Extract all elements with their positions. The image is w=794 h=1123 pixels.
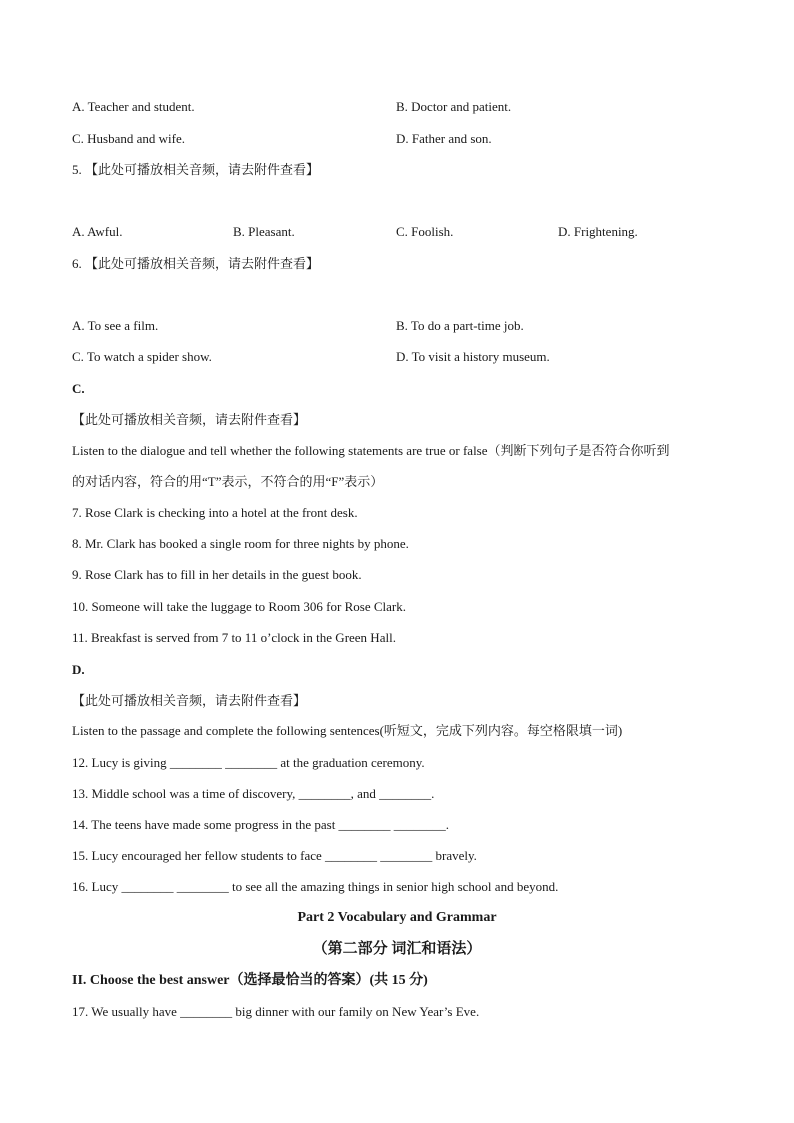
section-c-instruction-line2: 的对话内容，符合的用“T”表示，不符合的用“F”表示） <box>72 474 384 489</box>
q5-option-d: D. Frightening. <box>558 224 638 239</box>
q4-option-c: C. Husband and wife. <box>72 131 186 146</box>
statement-10: 10. Someone will take the luggage to Room 306 for Rose Clark. <box>72 599 406 614</box>
section-c-instruction-line1: Listen to the dialogue and tell whether the following statements are true or false（判断下列句子是否符合你听到 <box>72 443 670 458</box>
q5-option-a: A. Awful. <box>72 224 123 239</box>
q6-prompt: 6. 【此处可播放相关音频，请去附件查看】 <box>72 256 320 271</box>
section-c-audio-placeholder: 【此处可播放相关音频，请去附件查看】 <box>72 412 307 427</box>
sentence-14: 14. The teens have made some progress in the past ________ ________. <box>72 817 450 832</box>
statement-7: 7. Rose Clark is checking into a hotel at the front desk. <box>72 505 358 520</box>
q6-option-c: C. To watch a spider show. <box>72 349 212 364</box>
question-17: 17. We usually have ________ big dinner with our family on New Year’s Eve. <box>72 1004 480 1019</box>
q5-prompt: 5. 【此处可播放相关音频，请去附件查看】 <box>72 162 320 177</box>
q5-option-b: B. Pleasant. <box>233 224 295 239</box>
statement-9: 9. Rose Clark has to fill in her details in the guest book. <box>72 567 362 582</box>
sentence-12: 12. Lucy is giving ________ ________ at the graduation ceremony. <box>72 755 425 770</box>
part2-subtitle: （第二部分 词汇和语法） <box>312 941 482 957</box>
statement-11: 11. Breakfast is served from 7 to 11 o’clock in the Green Hall. <box>72 630 396 645</box>
sentence-15: 15. Lucy encouraged her fellow students to face ________ ________ bravely. <box>72 848 477 863</box>
section-ii-heading: II. Choose the best answer（选择最恰当的答案）(共 15 分) <box>72 973 428 988</box>
q5-option-c: C. Foolish. <box>396 224 454 239</box>
section-d-heading: D. <box>72 662 85 677</box>
sentence-16: 16. Lucy ________ ________ to see all the amazing things in senior high school and beyond. <box>72 879 559 894</box>
section-d-instruction: Listen to the passage and complete the following sentences(听短文，完成下列内容。每空格限填一词) <box>72 723 623 738</box>
q4-option-a: A. Teacher and student. <box>72 99 195 114</box>
section-d-audio-placeholder: 【此处可播放相关音频，请去附件查看】 <box>72 693 307 708</box>
q6-option-d: D. To visit a history museum. <box>396 349 550 364</box>
part2-title: Part 2 Vocabulary and Grammar <box>297 910 497 925</box>
q6-option-b: B. To do a part-time job. <box>396 318 524 333</box>
q6-option-a: A. To see a film. <box>72 318 159 333</box>
sentence-13: 13. Middle school was a time of discovery, ________, and ________. <box>72 786 435 801</box>
statement-8: 8. Mr. Clark has booked a single room for three nights by phone. <box>72 536 409 551</box>
q4-option-b: B. Doctor and patient. <box>396 99 512 114</box>
section-c-heading: C. <box>72 381 85 396</box>
q4-option-d: D. Father and son. <box>396 131 492 146</box>
